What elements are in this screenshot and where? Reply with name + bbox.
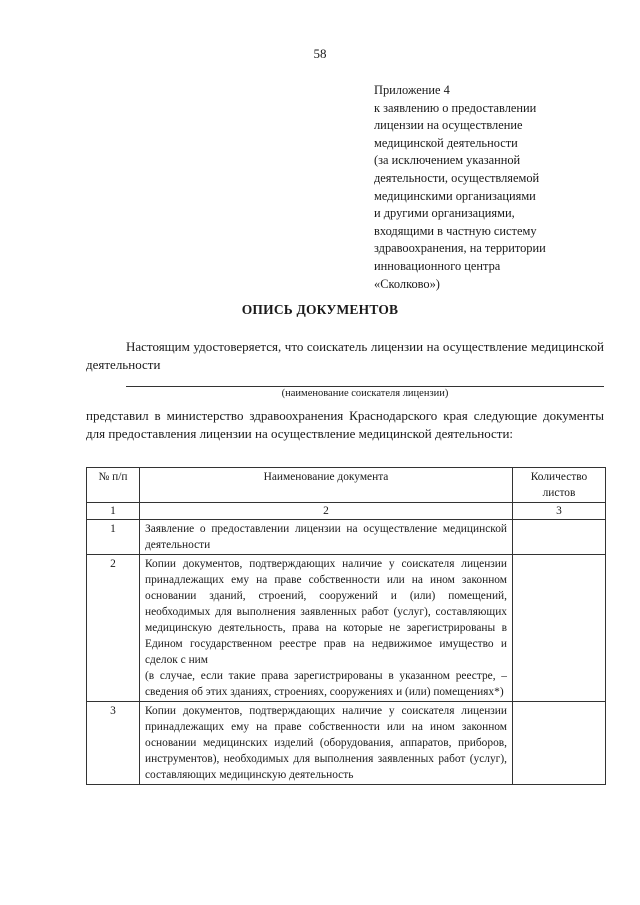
documents-table <box>86 467 606 785</box>
applicant-name-caption: (наименование соискателя лицензии) <box>281 388 449 399</box>
appendix-line: здравоохранения, на территории <box>374 241 546 256</box>
table-header-row <box>87 468 606 503</box>
row-number: 3 <box>87 702 140 785</box>
appendix-line: лицензии на осуществление <box>374 118 523 133</box>
appendix-line: медицинской деятельности <box>374 135 518 150</box>
column-number-row <box>87 503 606 520</box>
appendix-header <box>374 82 604 293</box>
appendix-line: медицинскими организациями <box>374 188 536 203</box>
document-name <box>140 555 513 702</box>
column-number: 2 <box>140 503 513 520</box>
intro-paragraph: Настоящим удостоверяется, что соискатель лицензии на осуществление медицинской деятельности <box>86 339 604 372</box>
document-name-text: Копии документов, подтверждающих наличие у соискателя лицензии принадлежащих ему на праве собственности или на ином законном основании зданий, строений, сооружений и (или) помещений, необходимых для выполнения заявленных работ (услуг), составляющих медицинскую деятельность, права на которые не зарегистрированы в Едином государственном реестре прав на недвижимое имущество и сделок с ним <box>145 558 507 666</box>
appendix-line: к заявлению о предоставлении <box>374 100 537 115</box>
appendix-line: (за исключением указанной <box>374 153 521 168</box>
document-name <box>140 520 513 555</box>
sheet-count <box>513 702 606 785</box>
appendix-line: деятельности, осуществляемой <box>374 170 540 185</box>
column-number: 3 <box>513 503 606 520</box>
applicant-name-line <box>126 386 604 387</box>
column-number: 1 <box>87 503 140 520</box>
row-number: 1 <box>87 520 140 555</box>
header-document-name: Наименование документа <box>140 468 513 503</box>
header-number: № п/п <box>87 468 140 503</box>
statement-paragraph: представил в министерство здравоохранения Краснодарского края следующие документы для предоставления лицензии на осуществление медицинской деятельности: <box>86 408 604 441</box>
document-title: ОПИСЬ ДОКУМЕНТОВ <box>241 302 399 317</box>
appendix-line: входящими в частную систему <box>374 223 537 238</box>
appendix-line: Приложение 4 <box>374 83 450 97</box>
appendix-line: «Сколково») <box>374 276 440 291</box>
document-name <box>140 702 513 785</box>
document-name-text: Копии документов, подтверждающих наличие у соискателя лицензии принадлежащих ему на праве собственности или на ином законном основании медицинских изделий (оборудования, аппаратов, приборов, инструментов), необходимых для выполнения заявленных работ (услуг), составляющих медицинскую деятельность <box>145 705 507 781</box>
table-row <box>87 520 606 555</box>
sheet-count <box>513 555 606 702</box>
table-row <box>87 555 606 702</box>
sheet-count <box>513 520 606 555</box>
header-sheet-count: Количество листов <box>513 468 606 503</box>
appendix-line: инновационного центра <box>374 258 501 273</box>
appendix-line: и другими организациями, <box>374 206 515 221</box>
document-name-text: Заявление о предоставлении лицензии на осуществление медицинской деятельности <box>145 523 507 551</box>
table-row <box>87 702 606 785</box>
row-number: 2 <box>87 555 140 702</box>
page-number: 58 <box>313 46 327 61</box>
document-name-note: (в случае, если такие права зарегистрированы в указанном реестре, – сведения об этих зданиях, строениях, сооружениях и (или) помещениях*) <box>145 670 507 698</box>
